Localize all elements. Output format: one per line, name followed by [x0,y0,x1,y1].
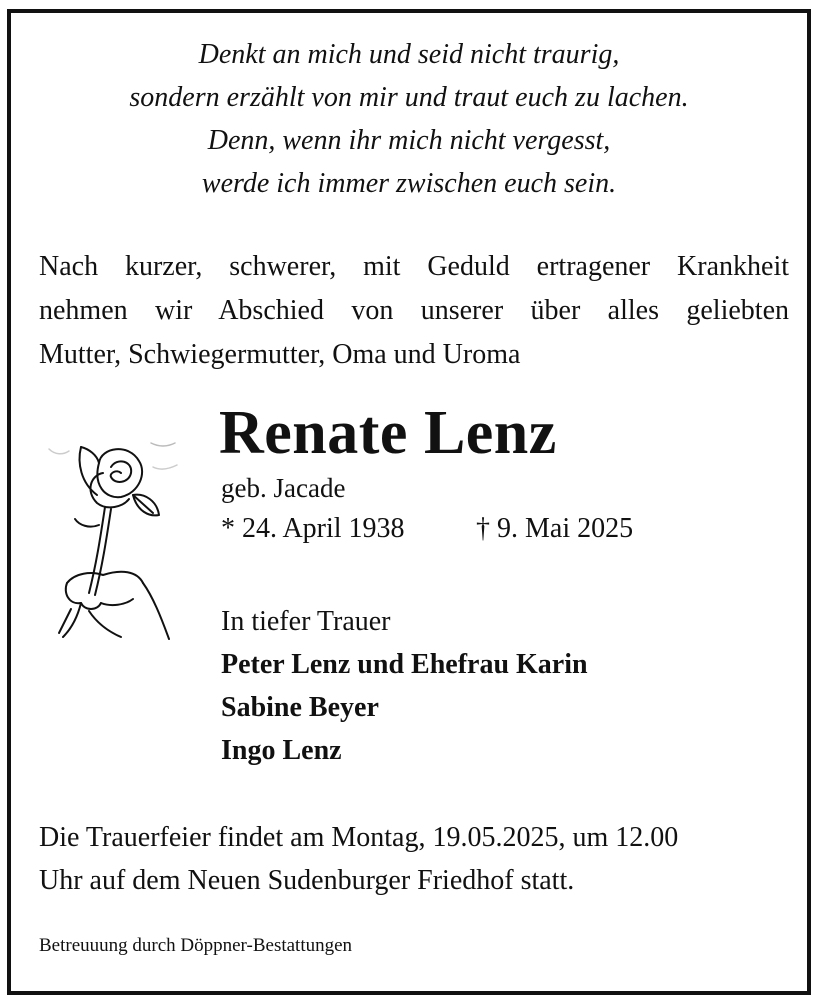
poem-line: sondern erzählt von mir und traut euch zu lachen. [129,82,689,113]
funeral-info [39,816,678,902]
mourner-name: Sabine Beyer [221,692,379,723]
birth-date: * 24. April 1938 [221,513,405,544]
undertaker-credit: Betreuuung durch Döppner-Bestattungen [39,935,353,956]
funeral-line: Die Trauerfeier findet am Montag, 19.05.2025, um 12.00 [39,822,679,853]
life-dates [221,513,634,545]
poem-line: Denn, wenn ihr mich nicht vergesst, [207,125,611,156]
death-date: † 9. Mai 2025 [476,513,634,544]
mourner-name: Ingo Lenz [221,735,342,766]
obituary-card [7,9,811,995]
intro-line: Mutter, Schwiegermutter, Oma und Uroma [39,339,521,370]
mourners [221,600,588,772]
funeral-line: Uhr auf dem Neuen Sudenburger Friedhof statt. [39,865,575,896]
rose-in-hand-icon [41,433,191,648]
poem-line: Denkt an mich und seid nicht traurig, [198,39,620,70]
intro-text [39,245,789,377]
intro-line: nehmen wir Abschied von unserer über alles geliebten [39,295,789,326]
poem-line: werde ich immer zwischen euch sein. [201,168,617,199]
intro-line: Nach kurzer, schwerer, mit Geduld ertragener Krankheit [39,251,789,282]
mourners-heading: In tiefer Trauer [221,606,391,637]
mourner-name: Peter Lenz und Ehefrau Karin [221,649,588,680]
poem [11,33,807,205]
deceased-name: Renate Lenz [219,399,557,467]
birth-name: geb. Jacade [221,473,346,503]
